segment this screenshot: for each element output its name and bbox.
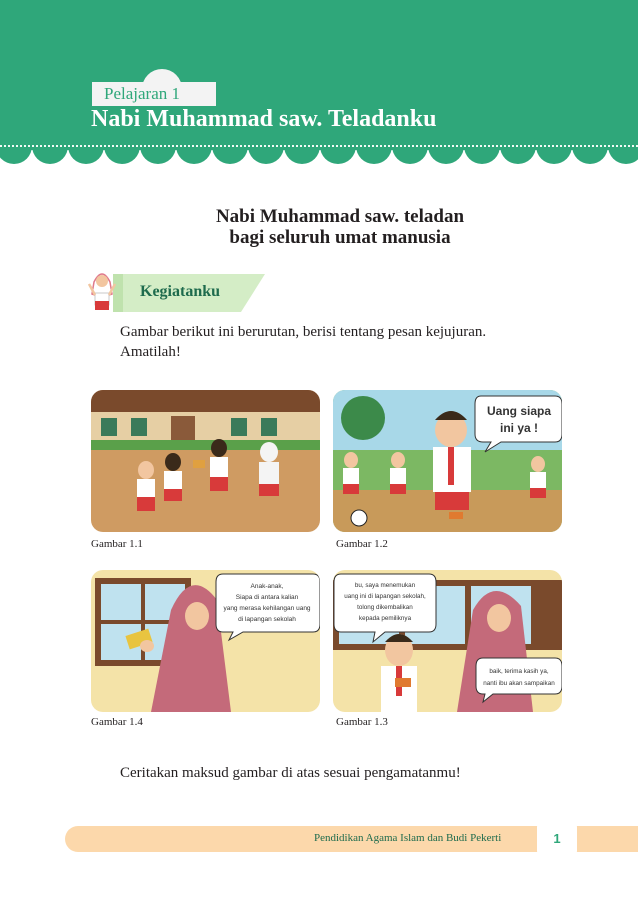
figure-1-4-speech-line-3: yang merasa kehilangan uang (223, 605, 311, 612)
activity-label: Kegiatanku (140, 283, 221, 300)
figure-1-2-illustration (333, 390, 562, 532)
figure-1-2-speech-line-2: ini ya ! (499, 421, 539, 435)
footer-book-title: Pendidikan Agama Islam dan Budi Pekerti (314, 832, 502, 844)
chapter-title: Nabi Muhammad saw. Teladanku (91, 106, 437, 132)
figure-1-4-speech-line-4: di lapangan sekolah (238, 616, 296, 623)
storytelling-prompt: Ceritakan maksud gambar di atas sesuai pengamatanmu! (120, 765, 461, 781)
section-title-line-1: Nabi Muhammad saw. teladan (215, 206, 465, 227)
figure-1-1-caption: Gambar 1.1 (91, 538, 143, 550)
figure-1-4-illustration (91, 570, 320, 712)
section-title-line-2: bagi seluruh umat manusia (229, 227, 451, 248)
figure-1-3-illustration (333, 570, 562, 712)
figure-1-4-speech-line-2: Siapa di antara kalian (235, 594, 299, 601)
figure-1-1-illustration (91, 390, 320, 532)
figure-1-3-speech-line-3: tolong dikembalikan (357, 604, 413, 611)
instruction-line-1: Gambar berikut ini berurutan, berisi tentang pesan kejujuran. (120, 324, 487, 340)
student-girl-icon (88, 268, 116, 312)
page-number: 1 (537, 823, 577, 855)
lesson-tab: Pelajaran 1 (92, 82, 216, 106)
figure-1-2-caption: Gambar 1.2 (336, 538, 388, 550)
figure-1-2-speech-line-1: Uang siapa (486, 404, 552, 418)
figure-1-4-speech-line-1: Anak-anak, (250, 583, 284, 590)
figure-1-3-speech-line-2: uang ini di lapangan sekolah, (344, 593, 426, 600)
figure-1-3-speech-line-4: kepada pemiliknya (358, 615, 412, 622)
dotted-divider (0, 145, 638, 147)
figure-1-3-reply-line-1: baik, terima kasih ya, (489, 668, 549, 675)
figure-1-3-reply-line-2: nanti ibu akan sampaikan (483, 680, 555, 687)
activity-instruction (120, 322, 560, 362)
figure-1-3-caption: Gambar 1.3 (336, 716, 388, 728)
figure-1-3-speech-line-1: bu, saya menemukan (354, 582, 416, 589)
figure-1-4-caption: Gambar 1.4 (91, 716, 143, 728)
section-title (150, 206, 530, 248)
instruction-line-2: Amatilah! (120, 344, 181, 360)
scalloped-edge (0, 138, 638, 168)
